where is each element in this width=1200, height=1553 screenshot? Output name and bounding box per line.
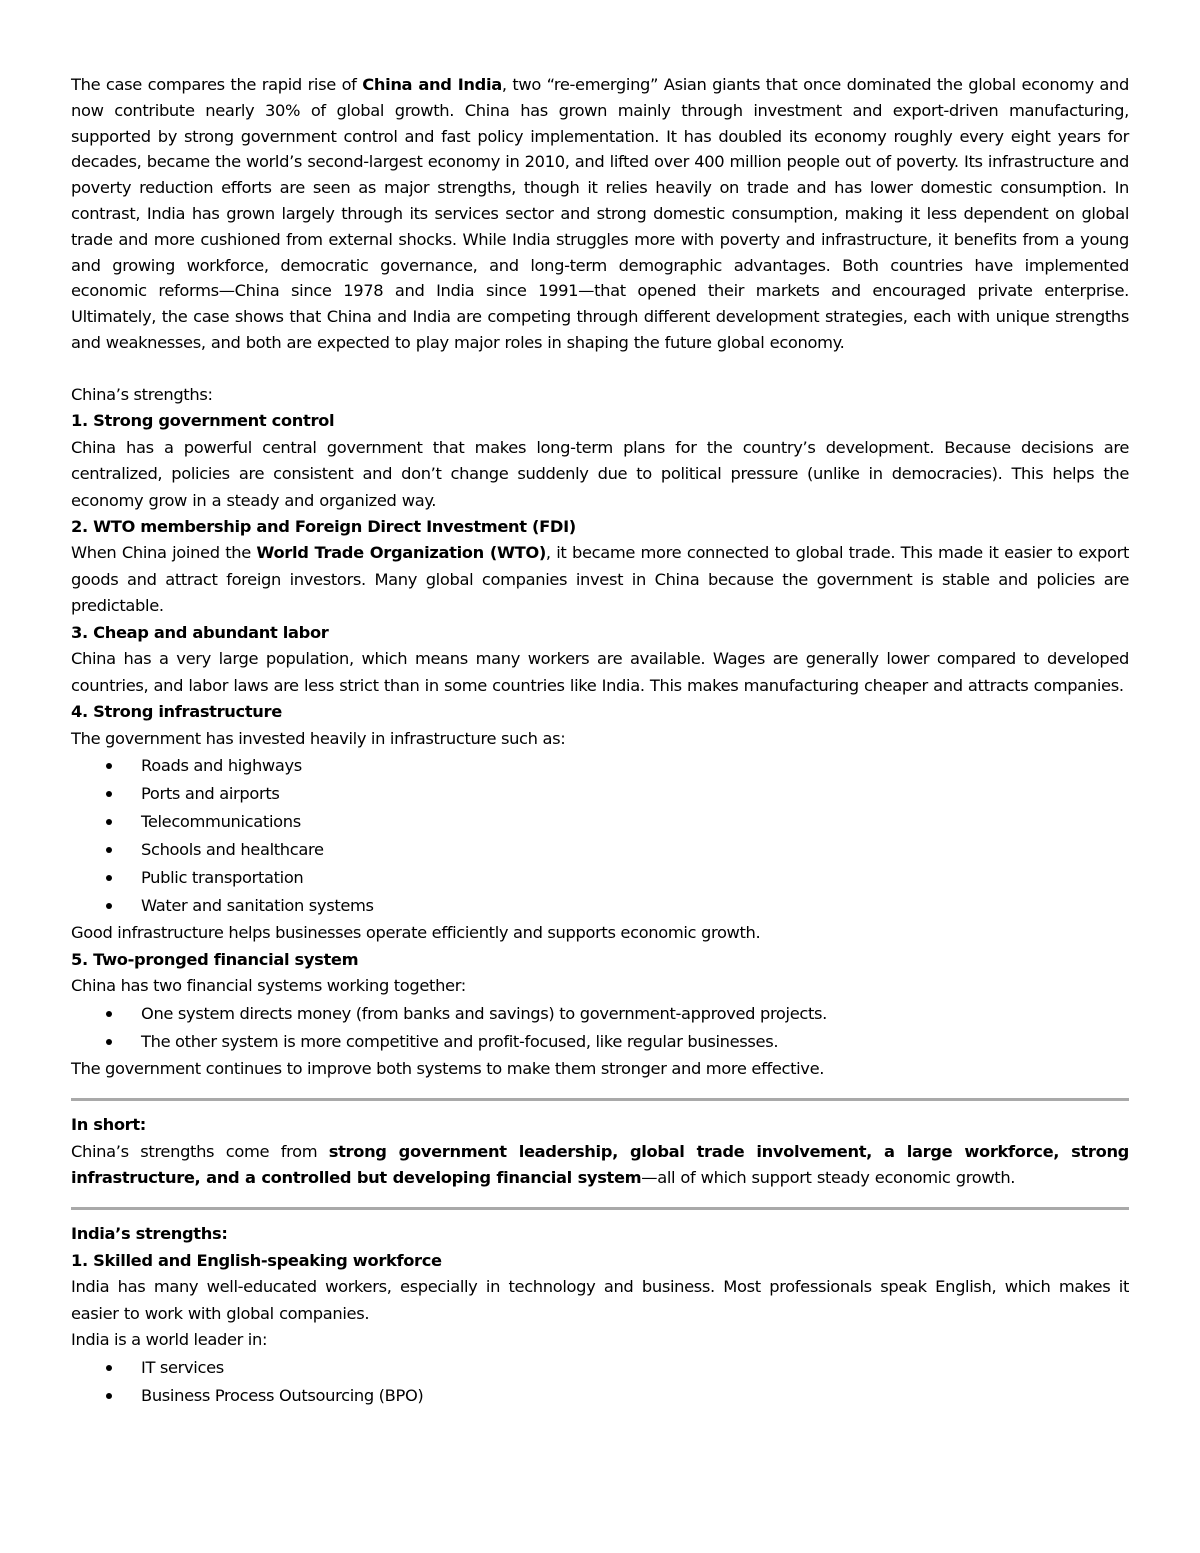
bullet-icon	[106, 875, 112, 881]
list-item-text: The other system is more competitive and profit-focused, like regular businesses.	[141, 1031, 779, 1051]
china-s3-heading: 3. Cheap and abundant labor	[71, 622, 329, 642]
list-item	[71, 836, 1129, 864]
summary-bold-text: strong government leadership, global trade involvement, a large workforce, strong infrastructure, and a controlled but developing financial system	[71, 1141, 1129, 1187]
china-s5-intro: China has two financial systems working together:	[71, 976, 466, 996]
china-s2-body	[71, 540, 1129, 619]
summary-body	[71, 1139, 1129, 1192]
summary-heading: In short:	[71, 1115, 146, 1135]
list-item	[71, 1028, 1129, 1056]
horizontal-divider	[71, 1098, 1129, 1101]
china-s2-bold-wto: World Trade Organization (WTO)	[256, 543, 546, 563]
bullet-icon	[106, 1365, 112, 1371]
china-s5-heading: 5. Two-pronged financial system	[71, 949, 359, 969]
bullet-icon	[106, 1039, 112, 1045]
list-item-text: One system directs money (from banks and savings) to government-approved projects.	[141, 1003, 827, 1023]
china-s4-heading: 4. Strong infrastructure	[71, 702, 282, 722]
infrastructure-list	[71, 752, 1129, 920]
bullet-icon	[106, 847, 112, 853]
china-s1-heading: 1. Strong government control	[71, 411, 335, 431]
india-s1-intro: India is a world leader in:	[71, 1330, 268, 1350]
list-item	[71, 780, 1129, 808]
china-s2-text-b: , it became more connected to global trade. This made it easier to export goods and attract foreign investors. Many global companies invest in China because the government is stable and policies are predictable.	[71, 543, 1129, 616]
intro-bold-countries: China and India	[362, 75, 502, 94]
list-item-text: IT services	[141, 1357, 224, 1377]
china-s3-body: China has a very large population, which means many workers are available. Wages are generally lower compared to developed countries, and labor laws are less strict than in some countries like India. This makes manufacturing cheaper and attracts companies.	[71, 649, 1129, 695]
list-item-text: Telecommunications	[141, 812, 301, 832]
china-s5-outro: The government continues to improve both systems to make them stronger and more effective.	[71, 1058, 825, 1078]
china-s4-intro: The government has invested heavily in infrastructure such as:	[71, 728, 566, 748]
financial-system-list	[71, 1000, 1129, 1056]
list-item	[71, 892, 1129, 920]
china-s4-outro: Good infrastructure helps businesses operate efficiently and supports economic growth.	[71, 923, 761, 943]
list-item-text: Water and sanitation systems	[141, 896, 374, 916]
list-item	[71, 808, 1129, 836]
china-strengths-title: China’s strengths:	[71, 384, 213, 404]
list-item-text: Schools and healthcare	[141, 840, 324, 860]
list-item	[71, 1382, 1129, 1410]
list-item	[71, 1354, 1129, 1382]
india-leader-list	[71, 1354, 1129, 1410]
bullet-icon	[106, 791, 112, 797]
intro-paragraph	[71, 72, 1129, 356]
bullet-icon	[106, 1393, 112, 1399]
india-s1-heading: 1. Skilled and English-speaking workforce	[71, 1250, 442, 1270]
bullet-icon	[106, 819, 112, 825]
list-item	[71, 752, 1129, 780]
list-item-text: Public transportation	[141, 868, 304, 888]
list-item-text: Roads and highways	[141, 756, 302, 776]
summary-text-b: —all of which support steady economic growth.	[641, 1167, 1016, 1187]
india-s1-body: India has many well-educated workers, especially in technology and business. Most professionals speak English, which makes it easier to work with global companies.	[71, 1277, 1129, 1323]
list-item	[71, 864, 1129, 892]
intro-text-start: The case compares the rapid rise of	[71, 75, 363, 94]
list-item	[71, 1000, 1129, 1028]
summary-text-a: China’s strengths come from	[71, 1141, 329, 1161]
bullet-icon	[106, 763, 112, 769]
china-s2-text-a: When China joined the	[71, 543, 257, 563]
bullet-icon	[106, 1011, 112, 1017]
china-s1-body: China has a powerful central government that makes long-term plans for the country’s development. Because decisions are centralized, policies are consistent and don’t change suddenly due to political pressure (unlike in democracies). This helps the economy grow in a steady and organized way.	[71, 437, 1129, 510]
list-item-text: Business Process Outsourcing (BPO)	[141, 1385, 424, 1405]
spacer	[71, 356, 1129, 382]
intro-text-rest: , two “re-emerging” Asian giants that once dominated the global economy and now contribute nearly 30% of global growth. China has grown mainly through investment and export-driven manufacturing, supported by strong government control and fast policy implementation. It has doubled its economy roughly every eight years for decades, became the world’s second-largest economy in 2010, and lifted over 400 million people out of poverty. Its infrastructure and poverty reduction efforts are seen as major strengths, though it relies heavily on trade and has lower domestic consumption. In contrast, India has grown largely through its services sector and strong domestic consumption, making it less dependent on global trade and more cushioned from external shocks. While India struggles more with poverty and infrastructure, it benefits from a young and growing workforce, democratic governance, and long-term demographic advantages. Both countries have implemented economic reforms—China since 1978 and India since 1991—that opened their markets and encouraged private enterprise. Ultimately, the case shows that China and India are competing through different development strategies, each with unique strengths and weaknesses, and both are expected to play major roles in shaping the future global economy.	[71, 75, 1129, 352]
list-item-text: Ports and airports	[141, 784, 280, 804]
china-s2-heading: 2. WTO membership and Foreign Direct Investment (FDI)	[71, 516, 576, 536]
india-strengths-title: India’s strengths:	[71, 1224, 228, 1244]
horizontal-divider	[71, 1207, 1129, 1210]
bullet-icon	[106, 903, 112, 909]
